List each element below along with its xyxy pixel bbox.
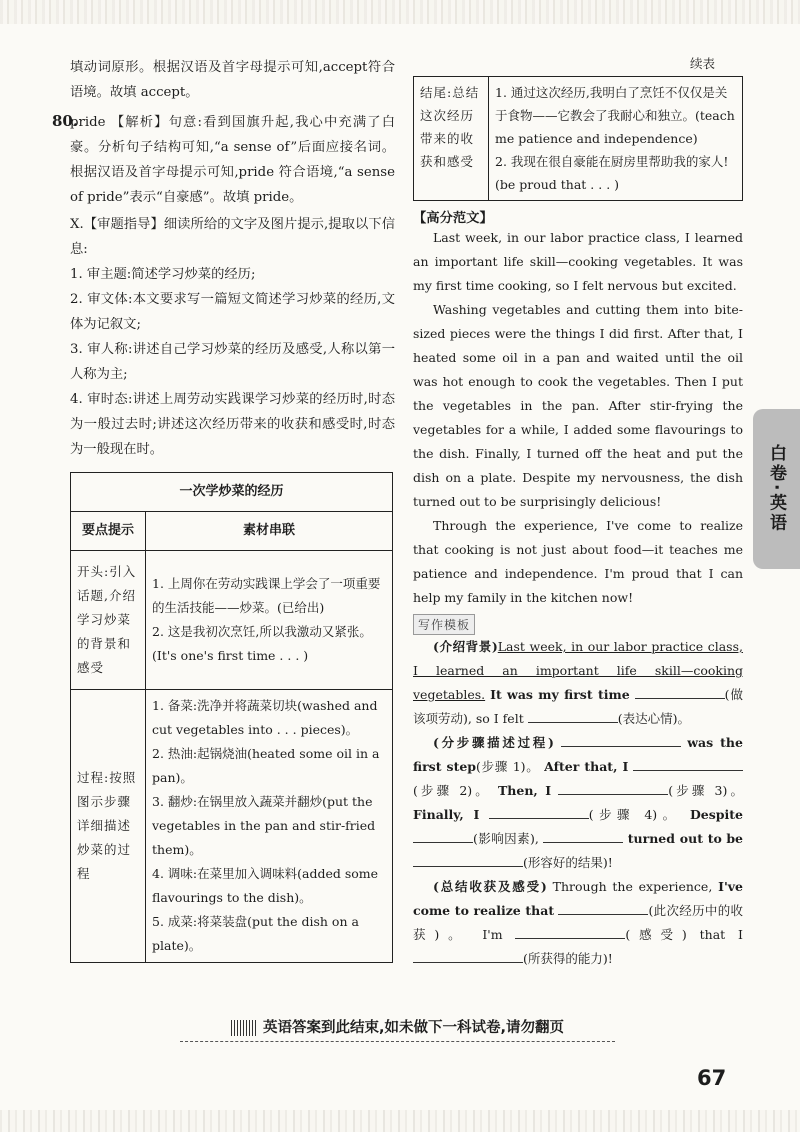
tpl-come-realize: come to realize that <box>413 903 555 918</box>
guide-point-4: 4. 审时态:讲述上周劳动实践课学习炒菜的经历时,时态为一般过去时;讲述这次经历带来的收获和感受时,时态为一般现在时。 <box>70 392 395 457</box>
tpl-im: I'm <box>482 927 503 942</box>
ending-item-1: 1. 通过这次经历,我明白了烹饪不仅仅是关于食物——它教会了我耐心和独立。(teach me patience and independence) <box>495 85 735 146</box>
hint-step-3: (步骤 3)。 <box>668 783 743 798</box>
hint-step-2: (步骤 2)。 <box>413 783 491 798</box>
question-number-80: 80. <box>52 112 79 130</box>
process-item-1: 1. 备菜:洗净并将蔬菜切块(washed and cut vegetables into . . . pieces)。 <box>152 698 378 737</box>
process-item-2: 2. 热油:起锅烧油(heated some oil in a pan)。 <box>152 746 380 785</box>
right-column <box>413 76 743 971</box>
scan-noise-bottom <box>0 1110 800 1132</box>
answer-80 <box>52 109 395 210</box>
tpl-first-step: first step <box>413 759 477 774</box>
blank-step-2[interactable] <box>633 756 743 771</box>
blank-gain[interactable] <box>558 900 648 915</box>
template-badge-line <box>413 614 743 635</box>
row-opening-label: 开头:引入话题,介绍学习炒菜的背景和感受 <box>71 551 146 690</box>
hint-activity: (做该项劳动), <box>413 687 743 726</box>
hint-result: (形容好的结果)! <box>523 855 613 870</box>
tpl-summary-tag: (总结收获及感受) <box>433 879 547 894</box>
blank-subject[interactable] <box>543 828 623 843</box>
model-essay-heading: 【高分范文】 <box>413 211 493 226</box>
writing-guide-intro: X.【审题指导】细读所给的文字及图片提示,提取以下信息: <box>70 217 395 257</box>
tpl-after-that: After that, I <box>544 759 629 774</box>
pointer-icon <box>231 1020 257 1036</box>
tpl-finally-i: Finally, I <box>413 807 480 822</box>
process-item-3: 3. 翻炒:在锅里放入蔬菜并翻炒(put the vegetables in the pan and stir-fried them)。 <box>152 794 376 857</box>
tpl-first-time: It was my first time <box>490 687 630 702</box>
blank-step-4[interactable] <box>489 804 589 819</box>
hint-feeling: (感受) <box>625 927 687 942</box>
hint-ability: (所获得的能力)! <box>523 951 613 966</box>
ending-table <box>413 76 743 201</box>
row-process-materials <box>146 690 393 963</box>
tpl-process-tag: (分步骤描述过程) <box>433 735 554 750</box>
blank-ability[interactable] <box>413 948 523 963</box>
tpl-then-i: Then, I <box>498 783 552 798</box>
writing-template <box>413 635 743 971</box>
process-item-5: 5. 成菜:将菜装盘(put the dish on a plate)。 <box>152 914 359 953</box>
row-opening-materials <box>146 551 393 690</box>
continued-label: 续表 <box>690 56 716 71</box>
left-column <box>52 55 395 963</box>
blank-activity[interactable] <box>635 684 725 699</box>
tpl-ive: I've <box>718 879 743 894</box>
material-table <box>70 472 393 963</box>
guide-point-3: 3. 审人称:讲述自己学习炒菜的经历及感受,人称以第一人称为主; <box>70 342 395 382</box>
opening-item-1: 1. 上周你在劳动实践课上学会了一项重要的生活技能——炒菜。(已给出) <box>152 576 381 615</box>
tpl-despite: Despite <box>689 807 743 822</box>
subject-tab-label: 白卷·英语 <box>766 444 786 534</box>
tpl-intro-text: Last week, in our labor practice class, I learned an important life skill—cooking vegetables. <box>413 639 743 702</box>
tpl-intro-tag: (介绍背景) <box>433 639 498 654</box>
row-ending-materials <box>489 77 743 201</box>
table-title: 一次学炒菜的经历 <box>71 473 393 512</box>
hint-mood: (表达心情)。 <box>617 711 690 726</box>
blank-feeling[interactable] <box>515 924 625 939</box>
tpl-be: be <box>726 831 744 846</box>
scan-noise-top <box>0 0 800 24</box>
footer-notice-text: 英语答案到此结束,如未做下一科试卷,请勿翻页 <box>262 1020 564 1036</box>
essay-paragraph-1: Last week, in our labor practice class, I learned an important life skill—cooking vegetables. It was my first time cooking, so I felt nervous but excited. <box>413 230 743 293</box>
essay-paragraph-2: Washing vegetables and cutting them into bite-sized pieces were the things I did first. After that, I heated some oil in a pan and waited until the oil was hot enough to cook the vegetables. Then I put the vegetables in the pan. After stir-frying the vegetables for a while, I added some flavourings to the dish. Finally, I turned off the heat and put the dish on a plate. Despite my nervousness, the dish turned out to be surprisingly delicious! <box>413 302 743 509</box>
hint-gain: (此次经历中的收获)。 <box>413 903 743 942</box>
answer-80-body: pride 【解析】句意:看到国旗升起,我心中充满了白豪。分析句子结构可知,“a sense of”后面应接名词。根据汉语及首字母提示可知,pride 符合语境,“a sense of pride”表示“自豪感”。故填 pride。 <box>70 115 395 205</box>
row-ending-label: 结尾:总结这次经历带来的收获和感受 <box>414 77 489 201</box>
blank-result[interactable] <box>413 852 523 867</box>
guide-point-2: 2. 审文体:本文要求写一篇短文简述学习炒菜的经历,文体为记叙文; <box>70 292 395 332</box>
tpl-turned-out: turned out to <box>627 831 722 846</box>
blank-factor[interactable] <box>413 828 473 843</box>
subject-tab <box>753 409 800 569</box>
footer-notice <box>180 1016 615 1042</box>
table-col-header-materials: 素材串联 <box>146 512 393 551</box>
tpl-was-the: was the <box>687 735 743 750</box>
tpl-that-i: that I <box>699 927 743 942</box>
blank-step-3[interactable] <box>558 780 668 795</box>
answer-79-tail: 填动词原形。根据汉语及首字母提示可知,accept符合语境。故填 accept。 <box>70 60 395 100</box>
guide-point-1: 1. 审主题:简述学习炒菜的经历; <box>70 267 256 282</box>
writing-template-badge: 写作模板 <box>413 614 475 635</box>
hint-step-4: (步骤 4)。 <box>588 807 681 822</box>
tpl-so-felt: so I felt <box>475 711 524 726</box>
row-process-label: 过程:按照图示步骤详细描述炒菜的过程 <box>71 690 146 963</box>
table-col-header-points: 要点提示 <box>71 512 146 551</box>
tpl-through: Through the experience, <box>552 879 713 894</box>
ending-item-2: 2. 我现在很自豪能在厨房里帮助我的家人!(be proud that . . . ) <box>495 154 729 192</box>
essay-paragraph-3: Through the experience, I've come to realize that cooking is not just about food—it teaches me patience and independence. I'm proud that I can help my family in the kitchen now! <box>413 518 743 605</box>
blank-first-step[interactable] <box>561 732 681 747</box>
page-number: 67 <box>697 1066 727 1090</box>
opening-item-2: 2. 这是我初次烹饪,所以我激动又紧张。(It's one's first time . . . ) <box>152 624 372 663</box>
hint-factor: (影响因素), <box>473 831 539 846</box>
blank-mood[interactable] <box>528 708 618 723</box>
hint-step-1: (步骤 1)。 <box>476 759 540 774</box>
process-item-4: 4. 调味:在菜里加入调味料(added some flavourings to the dish)。 <box>152 866 379 905</box>
